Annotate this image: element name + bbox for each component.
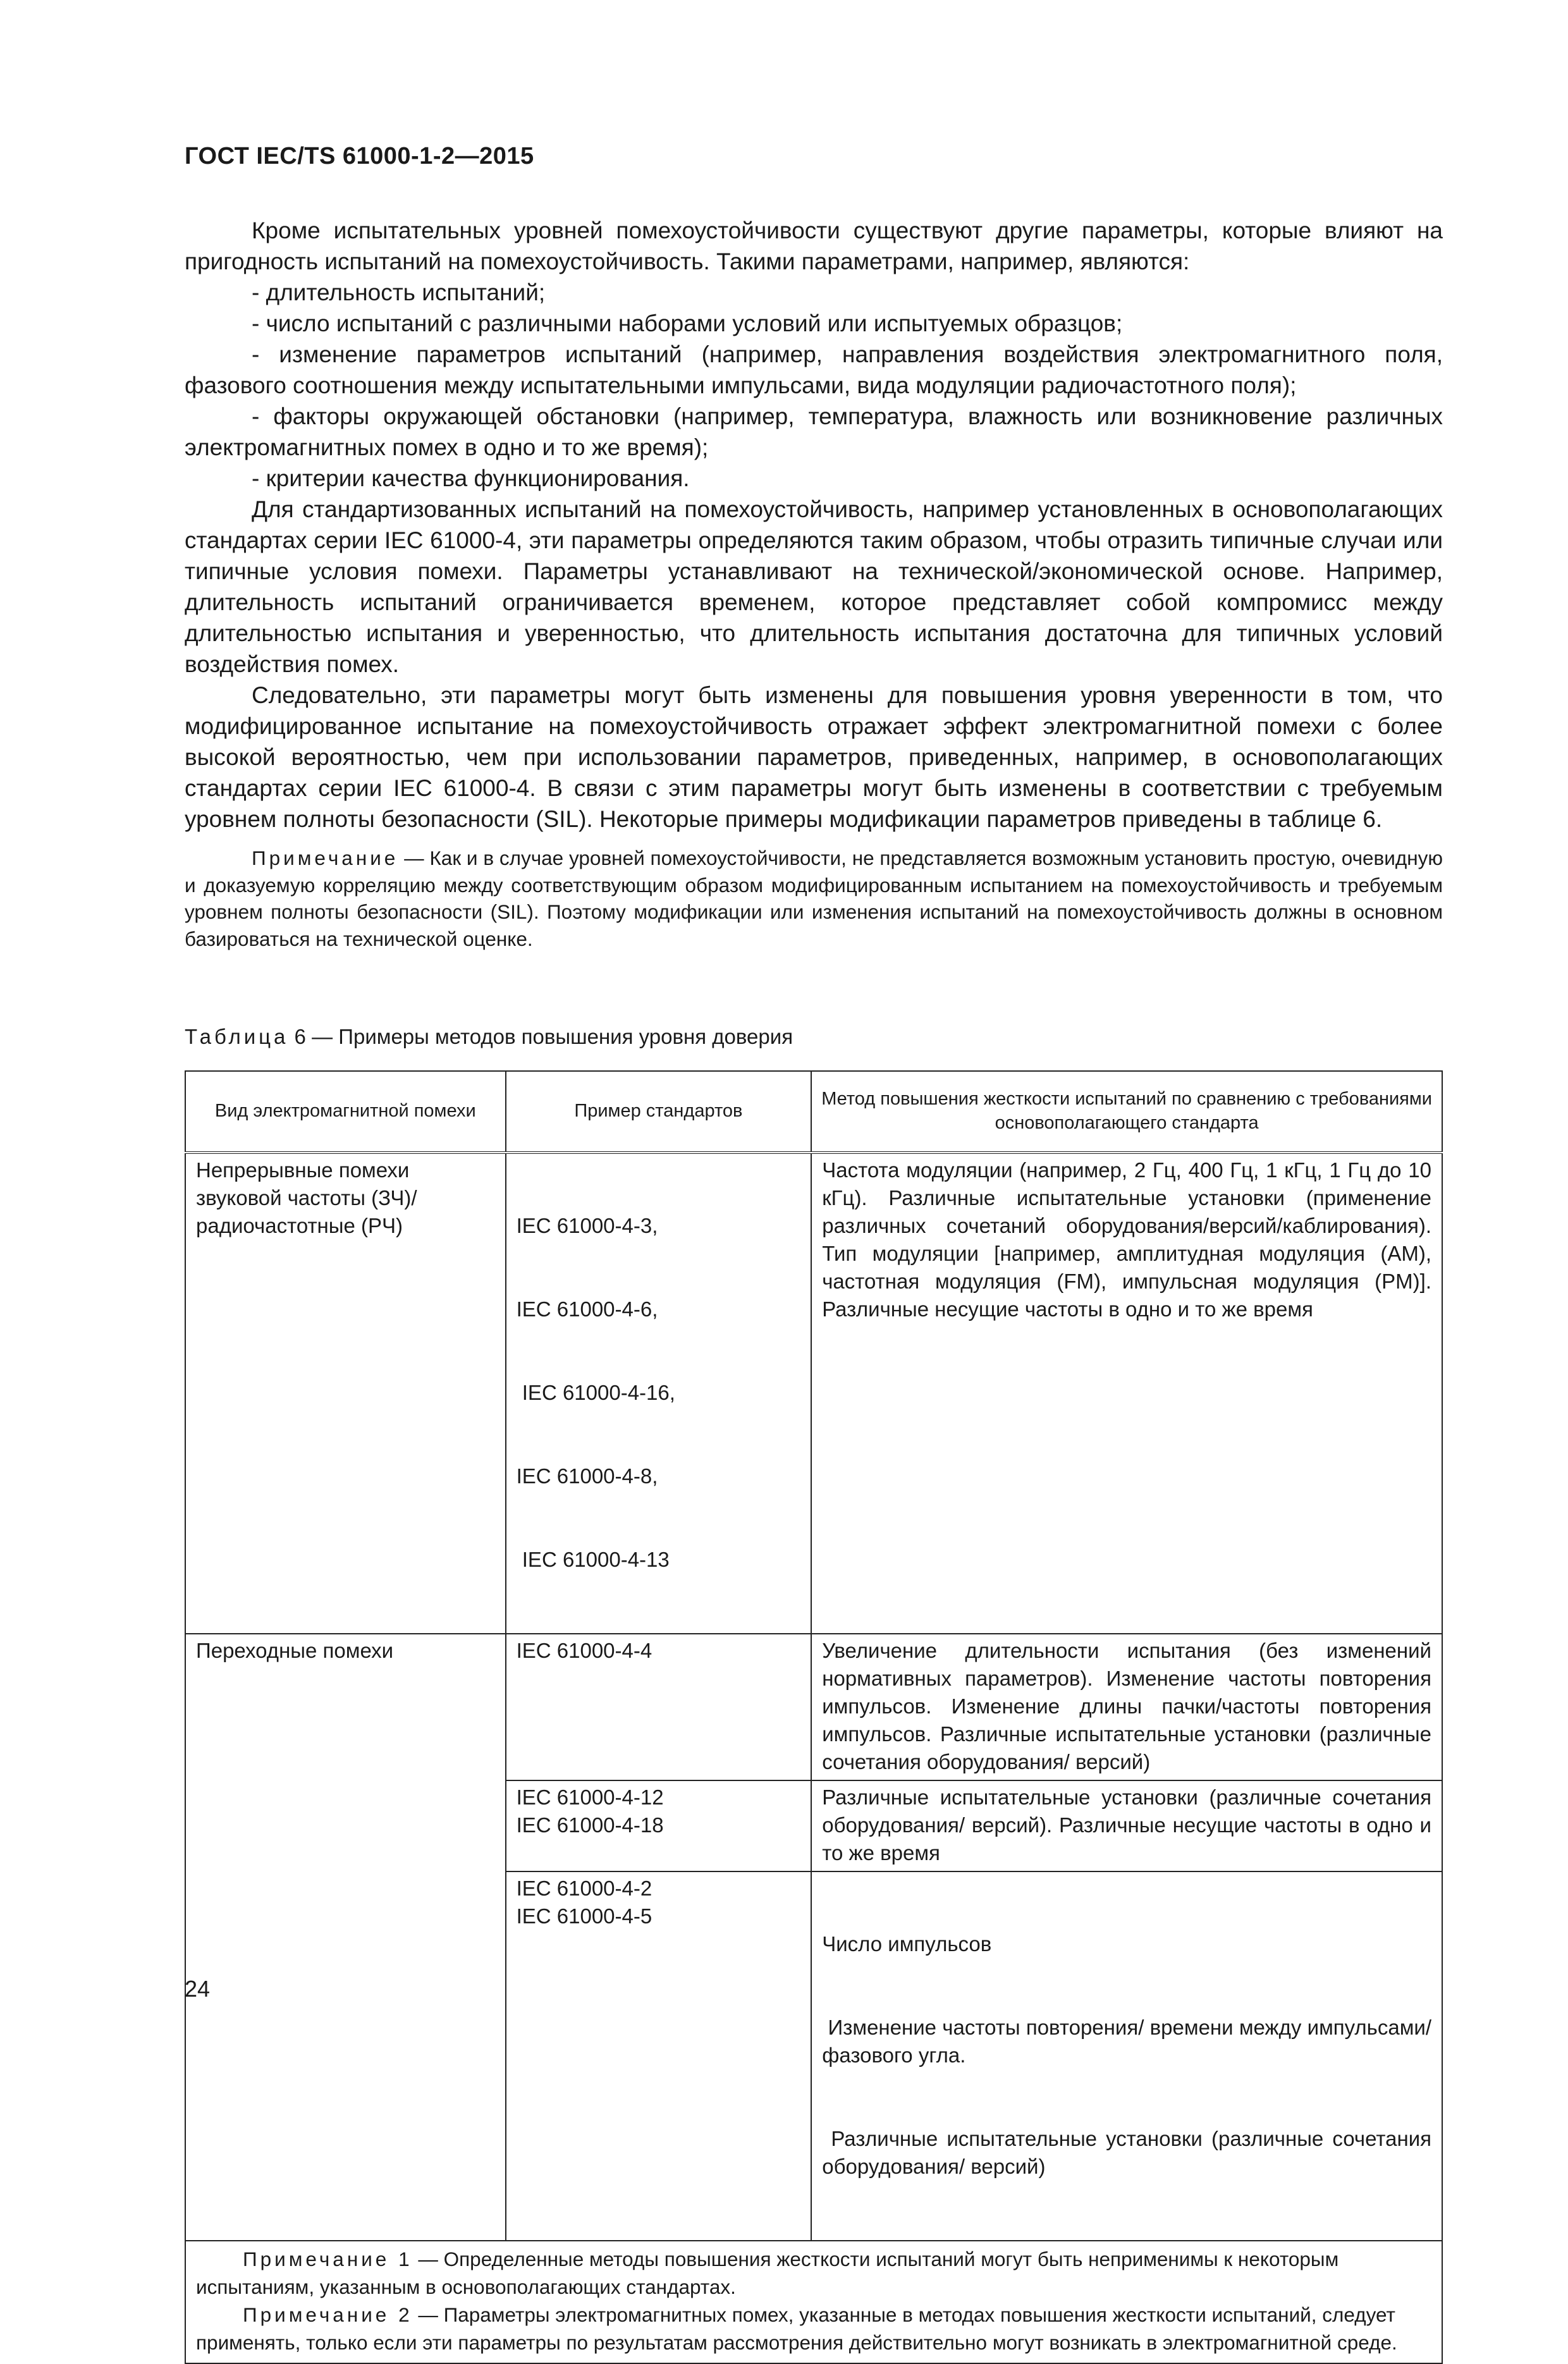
table-cell-method: Увеличение длительности испытания (без изменений нормативных параметров). Изменение частоты повторения импульсов. Изменение длины пачки/частоты повторения импульсов. Различные испытательные установки (различные сочетания оборудования/ версий) [811, 1634, 1442, 1780]
page-number: 24 [185, 1976, 211, 2002]
table-row [185, 1634, 1442, 1780]
standard-item: IEC 61000-4-8, [516, 1464, 658, 1488]
column-header-method: Метод повышения жесткости испытаний по сравнению с требованиями основополагающего стандарта [811, 1071, 1442, 1153]
standard-item: IEC 61000-4-18 [516, 1813, 664, 1837]
cell-line: Различные испытательные установки (различные сочетания оборудования/ версий) [822, 2127, 1438, 2178]
table-cell-standards [506, 1871, 812, 2241]
table-note-2-text: — Параметры электромагнитных помех, указанные в методах повышения жесткости испытаний, следует применять, только если эти параметры по результатам рассмотрения действительно могут возникать в электромагнитной среде. [196, 2303, 1397, 2354]
table-note-2 [196, 2301, 1431, 2356]
standard-item: IEC 61000-4-2 [516, 1877, 652, 1900]
table-note-1 [196, 2245, 1431, 2301]
table-caption [185, 1023, 793, 1051]
body-text [185, 215, 1443, 952]
paragraph-standardized-tests: Для стандартизованных испытаний на помехоустойчивость, например установленных в основополагающих стандартах серии IEC 61000-4, эти параметры определяются таким образом, чтобы отразить типичные случаи или типичные условия помехи. Параметры устанавливают на технической/экономической основе. Например, длительность испытаний ограничивается временем, которое представляет собой компромисс между длительностью испытания и уверенностью, что длительность испытания достаточна для типичных условий воздействия помех. [185, 496, 1443, 677]
cell-line: звуковой частоты (ЗЧ)/ [196, 1186, 417, 1210]
standard-item: IEC 61000-4-6, [516, 1297, 658, 1321]
table-note-1-text: — Определенные методы повышения жесткости испытаний могут быть неприменимы к некоторым испытаниям, указанным в основополагающих стандартах. [196, 2248, 1339, 2298]
table-cell-standards [506, 1634, 812, 1780]
paragraph-consequently: Следовательно, эти параметры могут быть изменены для повышения уровня уверенности в том, что модифицированное испытание на помехоустойчивость отражает эффект электромагнитной помехи с более высокой вероятностью, чем при использовании параметров, приведенных, например, в основополагающих стандартах серии IEC 61000-4. В связи с этим параметры могут быть изменены в соответствии с требуемым уровнем полноты безопасности (SIL). Некоторые примеры модификации параметров приведены в таблице 6. [185, 682, 1443, 832]
note-paragraph [185, 845, 1443, 952]
paragraph-intro: Кроме испытательных уровней помехоустойчивости существуют другие параметры, которые влияют на пригодность испытаний на помехоустойчивость. Такими параметрами, например, являются: [185, 217, 1443, 274]
standard-item: IEC 61000-4-3, [516, 1214, 658, 1237]
table-cell-disturbance [185, 1153, 506, 1634]
list-item: - длительность испытаний; [252, 279, 546, 305]
table-cell-method: Частота модуляции (например, 2 Гц, 400 Гц, 1 кГц, 1 Гц до 10 кГц). Различные испытательные установки (применение различных сочетаний оборудования/версий/каблирования). Тип модуляции [например, амплитудная модуляция (AM), частотная модуляция (FM), импульсная модуляция (PM)]. Различные несущие частоты в одно и то же время [811, 1153, 1442, 1634]
table-caption-label: Таблица [185, 1025, 289, 1048]
list-item: - изменение параметров испытаний (например, направления воздействия электромагнитного поля, фазового соотношения между испытательными импульсами, вида модуляции радиочастотного поля); [185, 341, 1443, 398]
methods-table [185, 1070, 1443, 2364]
standard-item: IEC 61000-4-16, [516, 1381, 675, 1404]
table-cell-method: Различные испытательные установки (различные сочетания оборудования/ версий). Различные несущие частоты в одно и то же время [811, 1780, 1442, 1871]
column-header-disturbance: Вид электромагнитной помехи [185, 1071, 506, 1153]
table-cell-method [811, 1871, 1442, 2241]
document-header: ГОСТ IEC/TS 61000-1-2—2015 [185, 143, 534, 169]
cell-line: Изменение частоты повторения/ времени между импульсами/фазового угла. [822, 2016, 1432, 2067]
list-item: - число испытаний с различными наборами условий или испытуемых образцов; [252, 310, 1123, 336]
standard-item: IEC 61000-4-4 [516, 1639, 652, 1662]
list-item: - факторы окружающей обстановки (например, температура, влажность или возникновение различных электромагнитных помех в одно и то же время); [185, 403, 1443, 460]
table-notes-row [185, 2241, 1442, 2363]
standard-item: IEC 61000-4-12 [516, 1785, 664, 1809]
table-note-1-label: Примечание 1 [243, 2248, 413, 2270]
table-cell-standards [506, 1780, 812, 1871]
standard-item: IEC 61000-4-13 [516, 1548, 670, 1571]
table-notes-cell [185, 2241, 1442, 2363]
note-text: — Как и в случае уровней помехоустойчивости, не представляется возможным установить простую, очевидную и доказуемую корреляцию между соответствующим образом модифицированным испытанием на помехоустойчивость и требуемым уровнем полноты безопасности (SIL). Поэтому модификации или изменения испытаний на помехоустойчивость должны в основном базироваться на технической оценке. [185, 847, 1443, 950]
note-label: Примечание [252, 847, 399, 869]
table-note-2-label: Примечание 2 [243, 2303, 413, 2326]
table-cell-standards [506, 1153, 812, 1634]
table-caption-text: 6 — Примеры методов повышения уровня доверия [288, 1025, 793, 1048]
cell-line: радиочастотные (РЧ) [196, 1214, 403, 1237]
table-cell-disturbance: Переходные помехи [185, 1634, 506, 2241]
column-header-standards: Пример стандартов [506, 1071, 812, 1153]
table-row [185, 1153, 1442, 1634]
list-item: - критерии качества функционирования. [252, 465, 690, 491]
standard-item: IEC 61000-4-5 [516, 1904, 652, 1928]
table-header-row [185, 1071, 1442, 1153]
cell-line: Число импульсов [822, 1932, 992, 1956]
cell-line: Непрерывные помехи [196, 1158, 410, 1182]
